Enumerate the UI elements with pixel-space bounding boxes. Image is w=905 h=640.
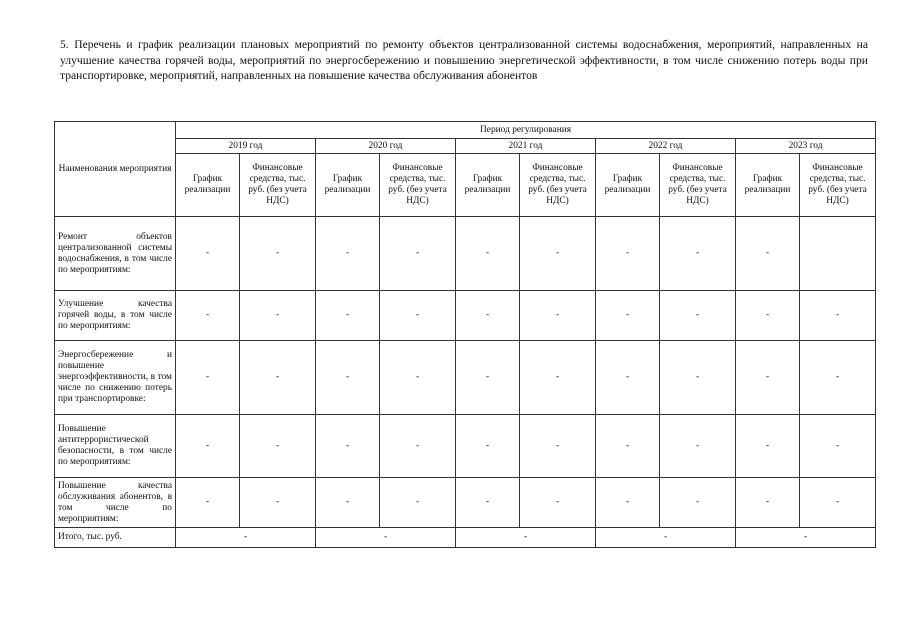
year-header: 2022 год (596, 139, 736, 154)
data-cell: - (240, 415, 316, 478)
data-cell: - (240, 291, 316, 341)
row-name: Повышение антитеррористической безопасности, в том числе по мероприятиям: (55, 415, 176, 478)
data-cell: - (316, 217, 380, 291)
row-name: Энергосбережение и повышение энергоэффективности, в том числе по снижению потерь при транспортировке: (55, 341, 176, 415)
year-header: 2019 год (176, 139, 316, 154)
total-cell: - (456, 528, 596, 548)
data-cell: - (800, 291, 876, 341)
data-cell: - (660, 217, 736, 291)
data-cell (800, 217, 876, 291)
data-cell: - (380, 217, 456, 291)
data-cell: - (316, 478, 380, 528)
data-cell: - (456, 341, 520, 415)
table-row (55, 415, 876, 478)
period-header: Период регулирования (176, 122, 876, 139)
finance-header: Финансовые средства, тыс. руб. (без учета НДС) (520, 154, 596, 217)
data-cell: - (596, 217, 660, 291)
data-cell: - (736, 217, 800, 291)
data-cell: - (176, 478, 240, 528)
data-cell: - (660, 415, 736, 478)
year-header: 2023 год (736, 139, 876, 154)
data-cell: - (736, 415, 800, 478)
finance-header: Финансовые средства, тыс. руб. (без учета НДС) (800, 154, 876, 217)
row-name: Улучшение качества горячей воды, в том числе по мероприятиям: (55, 291, 176, 341)
data-cell: - (380, 478, 456, 528)
data-cell: - (380, 341, 456, 415)
schedule-header: График реализации (316, 154, 380, 217)
plan-table (54, 121, 876, 548)
table-row (55, 291, 876, 341)
data-cell: - (456, 478, 520, 528)
data-cell: - (240, 217, 316, 291)
data-cell: - (596, 415, 660, 478)
data-cell: - (520, 478, 596, 528)
data-cell: - (596, 478, 660, 528)
data-cell: - (596, 291, 660, 341)
table-row (55, 217, 876, 291)
data-cell: - (316, 341, 380, 415)
data-cell: - (176, 291, 240, 341)
row-name: Повышение качества обслуживания абонентов, в том числе по мероприятиям: (55, 478, 176, 528)
data-cell: - (240, 478, 316, 528)
data-cell: - (660, 341, 736, 415)
data-cell: - (736, 478, 800, 528)
schedule-header: График реализации (736, 154, 800, 217)
data-cell: - (800, 341, 876, 415)
data-cell: - (176, 415, 240, 478)
data-cell: - (380, 415, 456, 478)
finance-header: Финансовые средства, тыс. руб. (без учета НДС) (380, 154, 456, 217)
data-cell: - (316, 291, 380, 341)
data-cell: - (456, 415, 520, 478)
finance-header: Финансовые средства, тыс. руб. (без учета НДС) (660, 154, 736, 217)
data-cell: - (520, 341, 596, 415)
data-cell: - (520, 415, 596, 478)
finance-header: Финансовые средства, тыс. руб. (без учета НДС) (240, 154, 316, 217)
total-label: Итого, тыс. руб. (55, 528, 176, 548)
row-name: Ремонт объектов централизованной системы водоснабжения, в том числе по мероприятиям: (55, 217, 176, 291)
data-cell: - (520, 217, 596, 291)
total-cell: - (176, 528, 316, 548)
data-cell: - (520, 291, 596, 341)
table-row (55, 478, 876, 528)
data-cell: - (736, 341, 800, 415)
schedule-header: График реализации (176, 154, 240, 217)
data-cell: - (380, 291, 456, 341)
table-row (55, 341, 876, 415)
total-cell: - (316, 528, 456, 548)
schedule-header: График реализации (456, 154, 520, 217)
name-column-header: Наименования мероприятия (55, 122, 176, 217)
data-cell: - (800, 415, 876, 478)
year-header: 2021 год (456, 139, 596, 154)
data-cell: - (660, 478, 736, 528)
data-cell: - (800, 478, 876, 528)
data-cell: - (316, 415, 380, 478)
data-cell: - (456, 217, 520, 291)
data-cell: - (596, 341, 660, 415)
data-cell: - (240, 341, 316, 415)
total-row (55, 528, 876, 548)
data-cell: - (176, 217, 240, 291)
total-cell: - (596, 528, 736, 548)
schedule-header: График реализации (596, 154, 660, 217)
data-cell: - (736, 291, 800, 341)
total-cell: - (736, 528, 876, 548)
year-header: 2020 год (316, 139, 456, 154)
data-cell: - (456, 291, 520, 341)
section-heading: 5. Перечень и график реализации плановых мероприятий по ремонту объектов централизованной системы водоснабжения, мероприятий, направленных на улучшение качества горячей воды, мероприятий по энергосбережению и повышению энергетической эффективности, в том числе снижению потерь воды при транспортировке, мероприятий, направленных на повышение качества обслуживания абонентов (60, 38, 868, 82)
data-cell: - (660, 291, 736, 341)
data-cell: - (176, 341, 240, 415)
